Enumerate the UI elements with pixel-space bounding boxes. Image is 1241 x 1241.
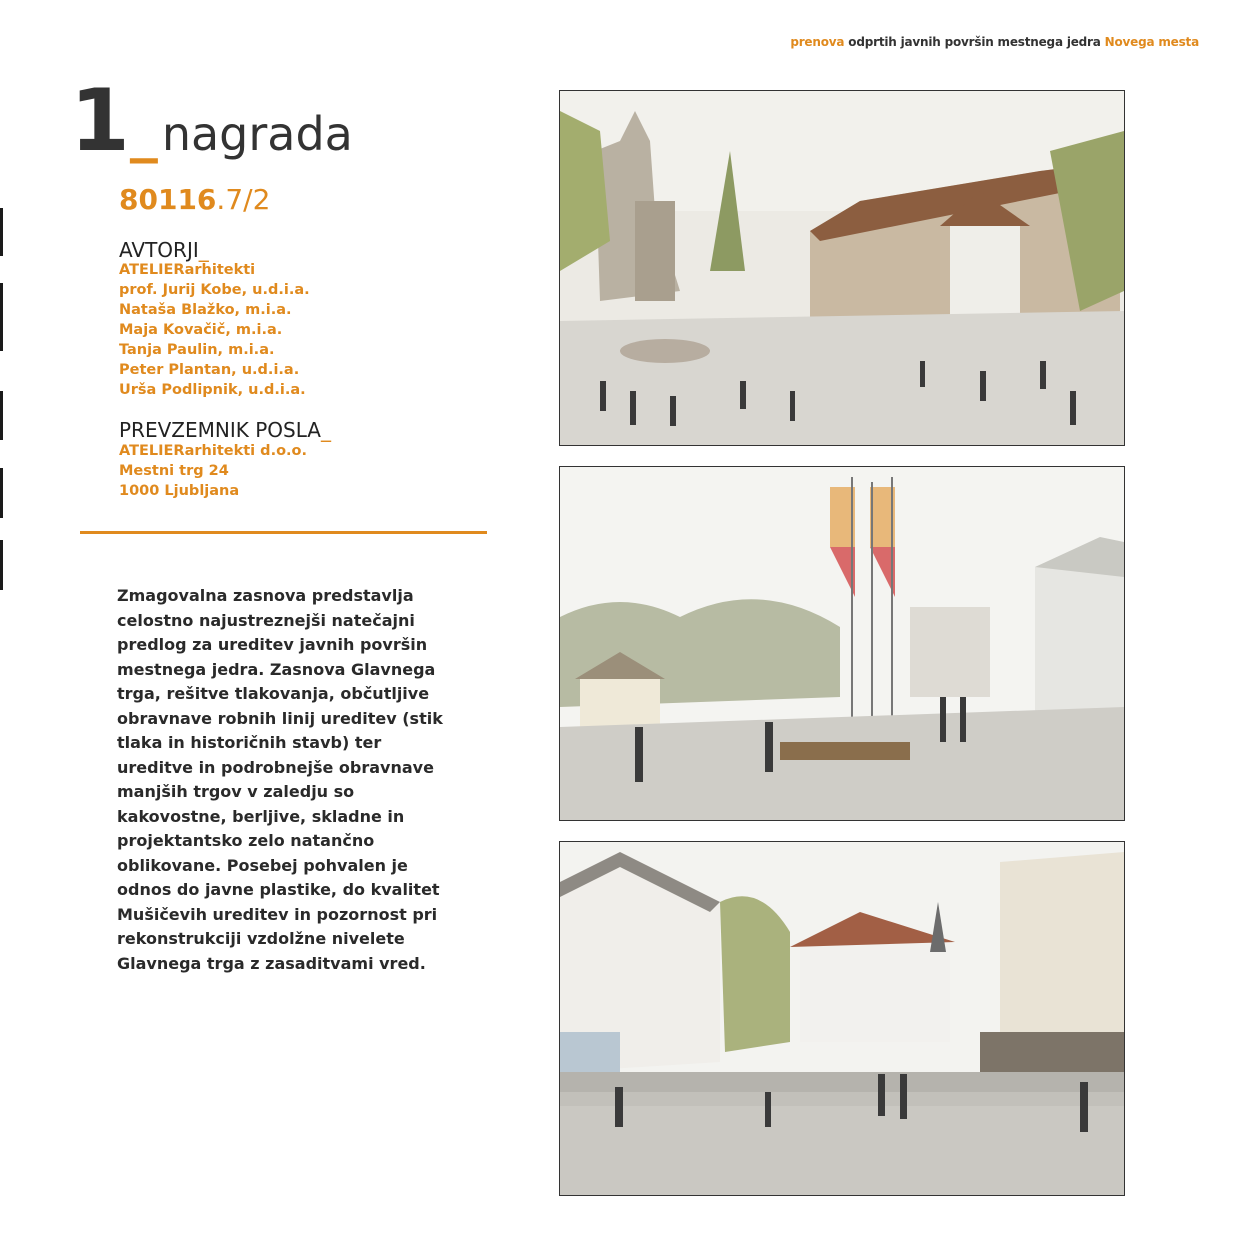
authors-title <box>119 238 209 262</box>
authors-title-text: AVTORJI <box>119 238 199 262</box>
edge-mark <box>0 391 3 440</box>
author-name: Peter Plantan, u.d.i.a. <box>119 362 300 378</box>
award-label: nagrada <box>161 107 353 161</box>
entry-code-main: 80116 <box>119 183 217 216</box>
award-heading <box>70 71 353 171</box>
jury-description: Zmagovalna zasnova predstavlja celostno najustreznejši natečajni predlog za ureditev javnih površin mestnega jedra. Zasnova Glavnega trga, rešitve tlakovanja, občutljive obravnave robnih linij ureditev (stik tlaka in historičnih stavb) ter ureditve in podrobnejše obravnave manjših trgov v zaledju so kakovostne, berljive, skladne in projektantsko zelo natančno oblikovane. Posebej pohvalen je odnos do javne plastike, do kvalitet Mušičevih ureditev in pozornost pri rekonstrukciji vzdolžne nivelete Glavnega trga z zasaditvami vred. <box>117 586 443 973</box>
contractor-line: ATELIERarhitekti d.o.o. <box>119 443 308 459</box>
award-underscore: _ <box>129 99 158 164</box>
authors-list <box>119 260 310 400</box>
studio-name: ATELIERarhitekti <box>119 262 256 278</box>
edge-mark <box>0 540 3 590</box>
edge-mark <box>0 468 3 518</box>
author-name: Maja Kovačič, m.i.a. <box>119 322 283 338</box>
entry-code <box>119 183 270 216</box>
contractor-line: Mestni trg 24 <box>119 463 229 479</box>
award-number: 1 <box>70 71 128 171</box>
author-name: prof. Jurij Kobe, u.d.i.a. <box>119 282 310 298</box>
header-middle: odprtih javnih površin mestnega jedra <box>844 35 1105 49</box>
square-rendering-photo <box>559 90 1125 446</box>
contractor-title-underscore: _ <box>320 418 331 442</box>
contractor-title <box>119 418 331 442</box>
steps-plaza-rendering-photo <box>559 841 1125 1196</box>
author-name: Urša Podlipnik, u.d.i.a. <box>119 382 306 398</box>
contractor-title-text: PREVZEMNIK POSLA <box>119 418 321 442</box>
author-name: Tanja Paulin, m.i.a. <box>119 342 275 358</box>
authors-title-underscore: _ <box>198 238 209 262</box>
contractor-line: 1000 Ljubljana <box>119 483 240 499</box>
edge-mark <box>0 208 3 256</box>
header-accent-1: prenova <box>790 35 845 49</box>
contractor-list <box>119 441 307 501</box>
author-name: Nataša Blažko, m.i.a. <box>119 302 292 318</box>
running-header <box>790 35 1199 49</box>
section-divider <box>80 531 487 534</box>
edge-mark <box>0 283 3 351</box>
flag-plaza-rendering-photo <box>559 466 1125 821</box>
header-accent-2: Novega mesta <box>1104 35 1199 49</box>
entry-code-suffix: .7/2 <box>216 183 271 216</box>
